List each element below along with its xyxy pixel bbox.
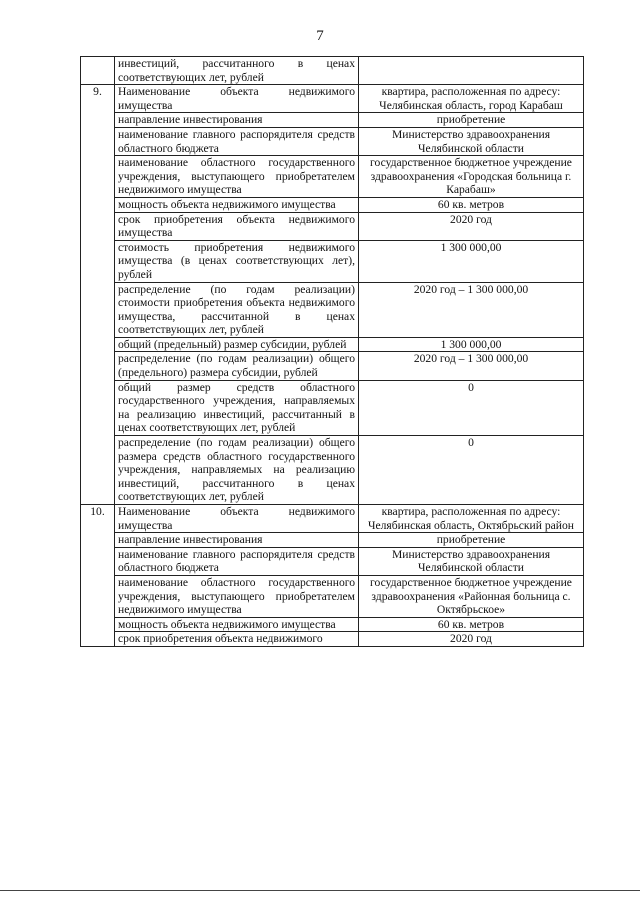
item-number-cell — [81, 57, 115, 85]
parameter-label-cell: распределение (по годам реализации) общего размера средств областного государственного учреждения, направляемых на реализацию инвестиций, рассчитанного в ценах соответствующих лет, рублей — [115, 436, 359, 505]
table-row — [81, 282, 584, 337]
parameter-value-cell: приобретение — [359, 113, 584, 128]
parameter-label-cell: наименование главного распорядителя средств областного бюджета — [115, 547, 359, 575]
parameter-label-cell: срок приобретения объекта недвижимого — [115, 632, 359, 647]
table-row — [81, 505, 584, 533]
table-row — [81, 240, 584, 282]
parameter-value-cell: 2020 год — [359, 632, 584, 647]
parameter-label-cell: инвестиций, рассчитанного в ценах соответствующих лет, рублей — [115, 57, 359, 85]
parameter-value-cell: государственное бюджетное учреждение здравоохранения «Городская больница г. Карабаш» — [359, 156, 584, 198]
parameter-label-cell: Наименование объекта недвижимого имущества — [115, 85, 359, 113]
parameter-value-cell: 60 кв. метров — [359, 197, 584, 212]
investment-table-body — [81, 57, 584, 647]
parameter-label-cell: направление инвестирования — [115, 533, 359, 548]
parameter-label-cell: распределение (по годам реализации) стоимости приобретения объекта недвижимого имущества, рассчитанной в ценах соответствующих лет, рублей — [115, 282, 359, 337]
table-row — [81, 632, 584, 647]
parameter-value-cell: 0 — [359, 380, 584, 435]
table-row — [81, 533, 584, 548]
table-row — [81, 57, 584, 85]
bottom-rule — [0, 890, 640, 891]
parameter-label-cell: наименование главного распорядителя средств областного бюджета — [115, 127, 359, 155]
table-row — [81, 85, 584, 113]
parameter-value-cell: 60 кв. метров — [359, 617, 584, 632]
parameter-label-cell: мощность объекта недвижимого имущества — [115, 617, 359, 632]
parameter-value-cell: Министерство здравоохранения Челябинской области — [359, 127, 584, 155]
item-number-cell: 10. — [81, 505, 115, 647]
parameter-value-cell: 0 — [359, 436, 584, 505]
table-row — [81, 156, 584, 198]
table-row — [81, 436, 584, 505]
table-row — [81, 352, 584, 380]
parameter-value-cell: 1 300 000,00 — [359, 240, 584, 282]
parameter-value-cell: квартира, расположенная по адресу: Челябинская область, Октябрьский район — [359, 505, 584, 533]
item-number-cell: 9. — [81, 85, 115, 505]
parameter-value-cell: 2020 год – 1 300 000,00 — [359, 282, 584, 337]
table-row — [81, 547, 584, 575]
parameter-label-cell: Наименование объекта недвижимого имущества — [115, 505, 359, 533]
page-number: 7 — [316, 28, 324, 44]
table-row — [81, 197, 584, 212]
parameter-value-cell — [359, 57, 584, 85]
table-row — [81, 212, 584, 240]
parameter-value-cell: 2020 год — [359, 212, 584, 240]
table-row — [81, 337, 584, 352]
parameter-label-cell: распределение (по годам реализации) общего (предельного) размера субсидии, рублей — [115, 352, 359, 380]
table-row — [81, 127, 584, 155]
investment-table — [80, 56, 584, 647]
parameter-label-cell: общий размер средств областного государственного учреждения, направляемых на реализацию инвестиций, рассчитанный в ценах соответствующих лет, рублей — [115, 380, 359, 435]
parameter-value-cell: Министерство здравоохранения Челябинской области — [359, 547, 584, 575]
parameter-value-cell: 2020 год – 1 300 000,00 — [359, 352, 584, 380]
parameter-label-cell: стоимость приобретения недвижимого имущества (в ценах соответствующих лет), рублей — [115, 240, 359, 282]
table-row — [81, 113, 584, 128]
parameter-value-cell: государственное бюджетное учреждение здравоохранения «Районная больница с. Октябрьское» — [359, 575, 584, 617]
parameter-value-cell: приобретение — [359, 533, 584, 548]
parameter-value-cell: 1 300 000,00 — [359, 337, 584, 352]
parameter-label-cell: мощность объекта недвижимого имущества — [115, 197, 359, 212]
parameter-label-cell: наименование областного государственного учреждения, выступающего приобретателем недвижимого имущества — [115, 575, 359, 617]
parameter-label-cell: наименование областного государственного учреждения, выступающего приобретателем недвижимого имущества — [115, 156, 359, 198]
parameter-value-cell: квартира, расположенная по адресу: Челябинская область, город Карабаш — [359, 85, 584, 113]
table-row — [81, 617, 584, 632]
parameter-label-cell: срок приобретения объекта недвижимого имущества — [115, 212, 359, 240]
parameter-label-cell: направление инвестирования — [115, 113, 359, 128]
table-row — [81, 380, 584, 435]
table-row — [81, 575, 584, 617]
parameter-label-cell: общий (предельный) размер субсидии, рублей — [115, 337, 359, 352]
